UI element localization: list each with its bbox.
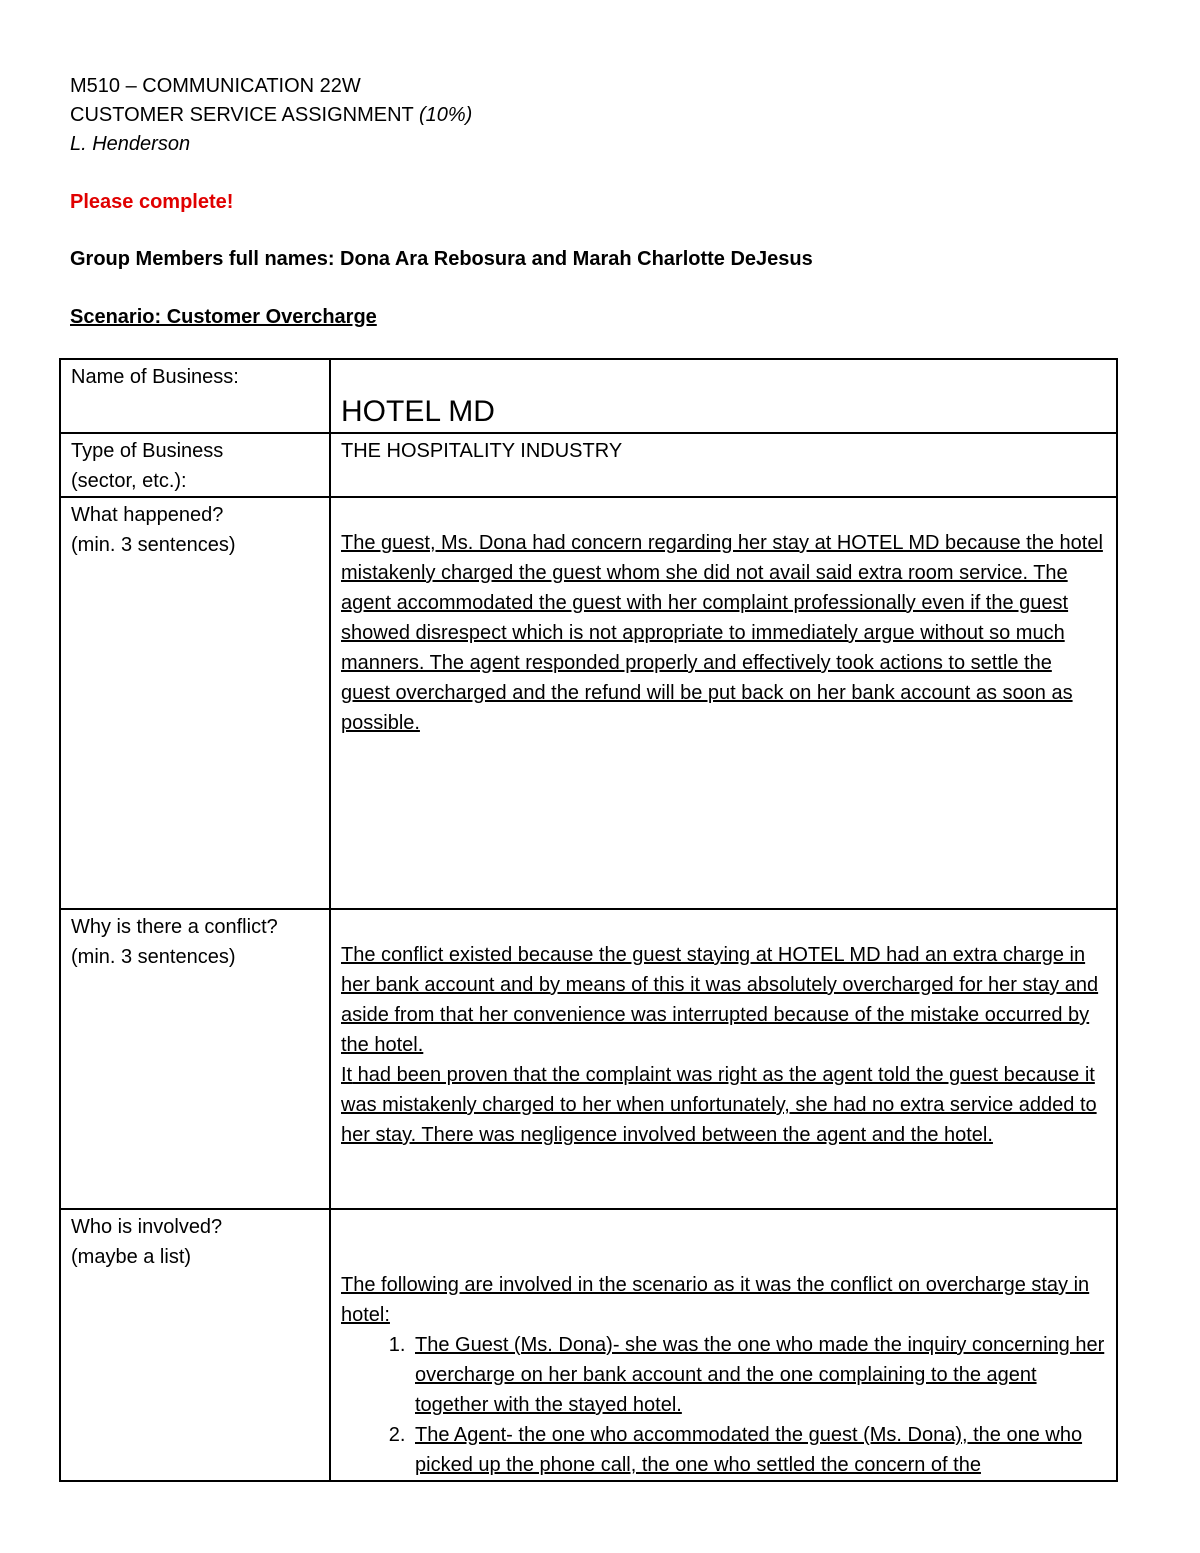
what-label-cell [60, 497, 330, 909]
why-value-cell [330, 909, 1117, 1209]
why-label-line-1: Why is there a conflict? [71, 916, 278, 938]
type-label-cell [60, 433, 330, 497]
who-involved-intro: The following are involved in the scenario as it was the conflict on overcharge stay in hotel: [341, 1274, 1090, 1326]
why-conflict-body: had been proven that the complaint was right as the agent told the guest because it was mistakenly charged to her when unfortunately, she had no extra service added to her stay. There was negligence involved between the agent and the hotel. [341, 1064, 1097, 1146]
row-business [60, 359, 1117, 433]
involved-list [341, 1330, 1106, 1480]
row-type [60, 433, 1117, 497]
group-members: Group Members full names: Dona Ara Rebosura and Marah Charlotte DeJesus [70, 248, 813, 270]
who-label-cell [60, 1209, 330, 1481]
assignment-name: CUSTOMER SERVICE ASSIGNMENT [70, 104, 419, 126]
assignment-title [70, 101, 472, 129]
who-label-line-1: Who is involved? [71, 1216, 223, 1238]
list-item: 1. The Guest (Ms. Dona)- she was the one who made the inquiry concerning her overcharge on her bank account and the one complaining to the agent together with the stayed hotel. [411, 1330, 1106, 1420]
business-label: Name of Business: [71, 366, 239, 388]
business-type: THE HOSPITALITY INDUSTRY [341, 440, 623, 462]
why-conflict-text-1: The conflict existed because the guest staying at HOTEL MD had an extra charge in her bank account and by means of this it was absolutely overcharged for her stay and aside from that her convenience was interrupted because of the mistake occurred by the hotel. [341, 944, 1099, 1056]
list-item: 2. The Agent- the one who accommodated the guest (Ms. Dona), the one who picked up the phone call, the one who settled the concern of the [411, 1420, 1106, 1480]
row-why-conflict [60, 909, 1117, 1209]
why-label-line-2: (min. 3 sentences) [71, 946, 236, 968]
what-label-line-1: What happened? [71, 504, 224, 526]
what-label-line-2: (min. 3 sentences) [71, 534, 236, 556]
why-label-cell [60, 909, 330, 1209]
row-what-happened [60, 497, 1117, 909]
row-who-involved [60, 1209, 1117, 1481]
why-conflict-lead: It [341, 1064, 353, 1086]
course-title: M510 – COMMUNICATION 22W [70, 75, 361, 97]
assignment-table [59, 358, 1118, 1482]
type-value-cell [330, 433, 1117, 497]
why-conflict-text-2 [341, 1060, 1106, 1150]
who-value-cell [330, 1209, 1117, 1481]
business-name: HOTEL MD [341, 395, 495, 428]
what-happened-text: The guest, Ms. Dona had concern regarding her stay at HOTEL MD because the hotel mistakenly charged the guest whom she did not avail said extra room service. The agent accommodated the guest with her complaint professionally even if the guest showed disrespect which is not appropriate to immediately argue without so much manners. The agent responded properly and effectively took actions to settle the guest overcharged and the refund will be put back on her bank account as soon as possible. [341, 532, 1103, 734]
what-value-cell [330, 497, 1117, 909]
scenario-heading: Scenario: Customer Overcharge [70, 306, 377, 328]
type-label-line-1: Type of Business [71, 440, 224, 462]
who-label-line-2: (maybe a list) [71, 1246, 192, 1268]
please-complete-notice: Please complete! [70, 191, 234, 213]
type-label-line-2: (sector, etc.): [71, 470, 187, 492]
business-value-cell [330, 359, 1117, 433]
assignment-weight: (10%) [418, 104, 473, 126]
instructor-name: L. Henderson [70, 133, 191, 155]
business-label-cell [60, 359, 330, 433]
